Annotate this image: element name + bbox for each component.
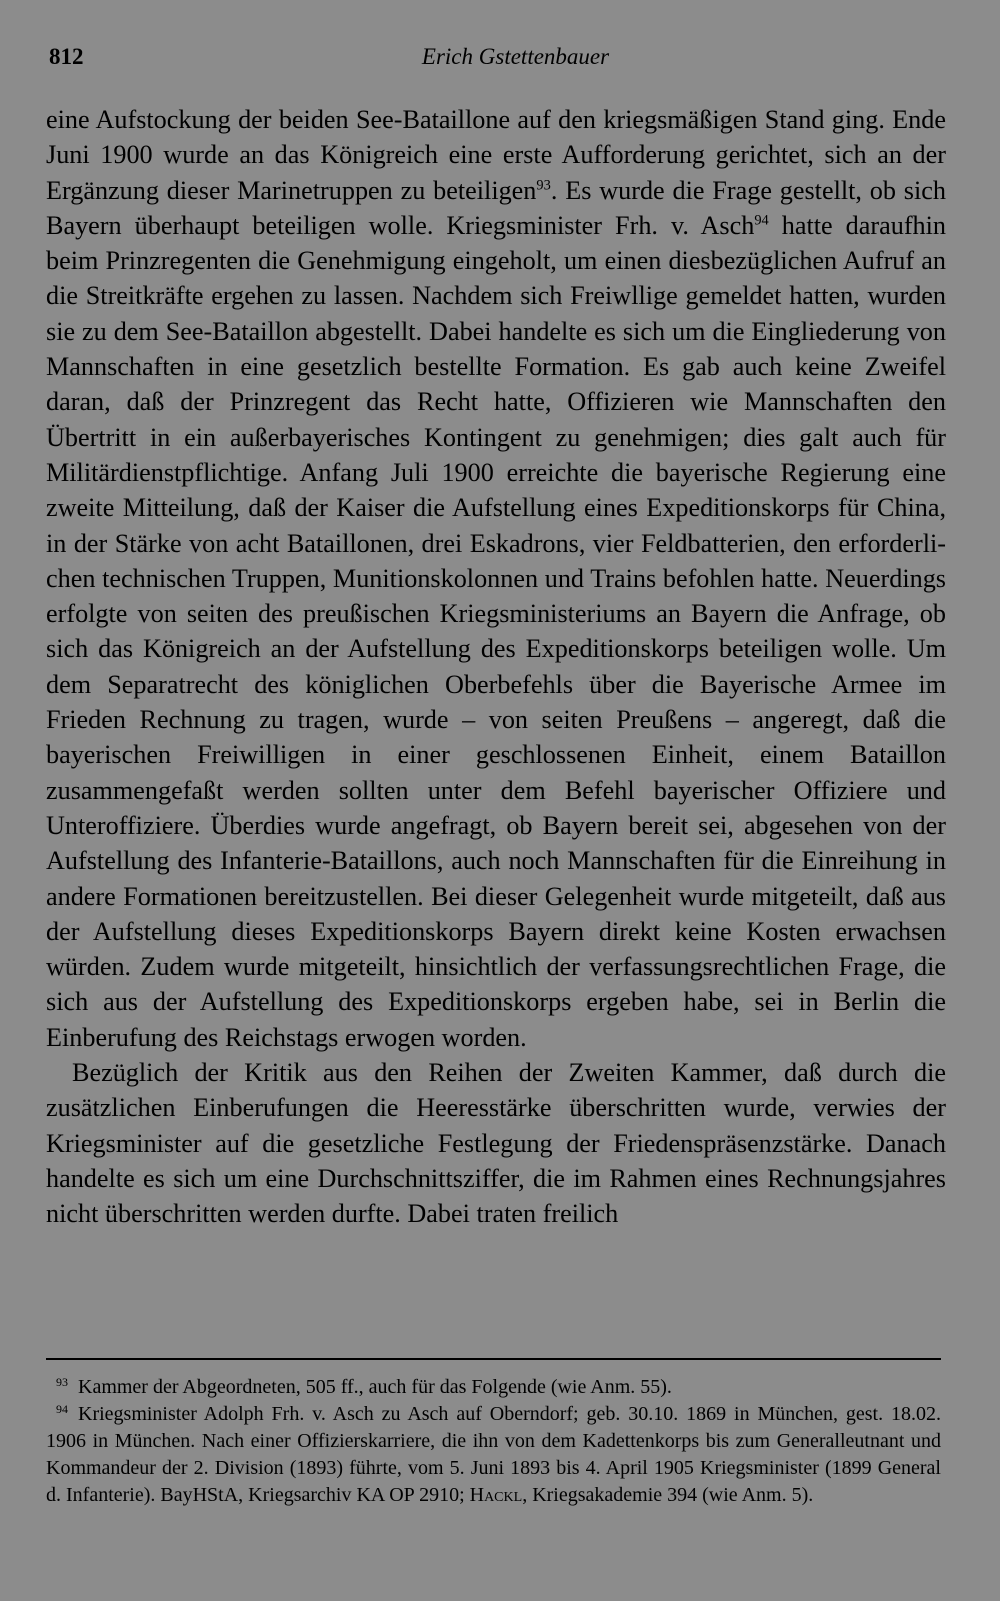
footnotes <box>46 1374 941 1509</box>
footnote-text: , Kriegsakademie 394 (wie Anm. 5). <box>522 1484 814 1506</box>
footnote-divider <box>46 1358 941 1360</box>
cited-author: Hackl <box>469 1484 523 1506</box>
paragraph <box>46 102 946 1055</box>
running-head <box>49 40 944 74</box>
footnote-ref: 94 <box>754 212 769 229</box>
paragraph: Bezüglich der Kritik aus den Reihen der Zweiten Kammer, daß durch die zusätzlichen Einberufungen die Heeresstärke überschritten wurde, verwies der Kriegsminister auf die gesetzliche Festlegung der Friedenspräsenzstärke. Danach handelte es sich um eine Durchschnittsziffer, die im Rahmen eines Rechnungsjahres nicht überschritten werden durfte. Dabei traten freilich <box>46 1058 946 1229</box>
footnote-number: 93 <box>56 1374 68 1389</box>
footnote-93 <box>46 1374 941 1401</box>
main-text <box>46 102 946 1232</box>
footnote-94 <box>46 1401 941 1509</box>
footnote-text: Kriegsminister Adolph Frh. v. Asch zu Asch auf Oberndorf; geb. 30.10. 1869 in München, gest. 18.02. 1906 in München. Nach einer Offizierskarriere, die ihn von dem Kadettenkorps bis zum Generalleutnant und Kommandeur der 2. Division (1893) führte, vom 5. Juni 1893 bis 4. April 1905 Kriegsminister (1899 General d. Infanterie). BayHStA, Kriegsarchiv KA OP 2910; <box>46 1403 941 1506</box>
text-run: . Es wurde die Frage gestellt, ob sich Bayern überhaupt beteiligen wolle. Kriegsminister Frh. v. Asch <box>46 175 946 240</box>
running-head-author: Erich Gstettenbauer <box>421 44 610 69</box>
footnote-text: Kammer der Abgeordneten, 505 ff., auch für das Folgende (wie Anm. 55). <box>78 1376 672 1398</box>
text-run: hatte daraufhin beim Prinzregenten die Genehmigung eingeholt, um einen diesbezüglichen Aufruf an die Streitkräfte ergehen zu lassen. Nachdem sich Freiwllige gemeldet hatten, wurden sie zu dem See-Bataillon abgestellt. Dabei handelte es sich um die Eingliederung von Mannschaften in eine gesetzlich bestellte Formation. Es gab auch keine Zweifel daran, daß der Prinzregent das Recht hatte, Offizieren wie Mannschaften den Übertritt in ein außerbayerisches Kontingent zu genehmigen; dies galt auch für Militärdienstpflichtige. Anfang Juli 1900 erreichte die bayerische Regierung eine zweite Mitteilung, daß der Kaiser die Aufstellung eines Expeditionskorps für China, in der Stärke von acht Bataillonen, drei Eskadrons, vier Feldbatterien, den erforderlichen technischen Truppen, Munitionskolonnen und Trains befohlen hatte. Neuerdings erfolgte von seiten des preußischen Kriegsministeriums an Bayern die Anfrage, ob sich das Königreich an der Aufstellung des Expeditionskorps beteiligen wolle. Um dem Separatrecht des königlichen Oberbefehls über die Bayerische Armee im Frieden Rechnung zu tragen, wurde – von seiten Preußens – angeregt, daß die bayerischen Freiwilligen in einer geschlossenen Einheit, einem Bataillon zusammengefaßt werden sollten unter dem Befehl bayerischer Offiziere und Unteroffiziere. Überdies wurde angefragt, ob Bayern bereit sei, abgesehen von der Aufstellung des Infanterie-Bataillons, auch noch Mannschaften für die Einreihung in andere Formationen bereitzustellen. Bei dieser Gelegenheit wurde mitgeteilt, daß aus der Aufstellung dieses Expeditionskorps Bayern direkt keine Kosten erwachsen würden. Zudem wurde mitgeteilt, hinsichtlich der verfassungsrechtlichen Frage, die sich aus der Aufstellung des Expeditionskorps ergeben habe, sei in Berlin die Einberufung des Reichstags erwogen worden. <box>46 210 946 1052</box>
text-run: eine Aufstockung der beiden See-Bataillone auf den kriegsmäßigen Stand ging. Ende Juni 1900 wurde an das Königreich eine erste Aufforderung gerichtet, sich an der Ergänzung dieser Marinetruppen zu beteiligen <box>46 105 946 205</box>
page-number: 812 <box>49 44 84 69</box>
footnote-ref: 93 <box>536 177 551 194</box>
footnote-number: 94 <box>56 1401 68 1416</box>
